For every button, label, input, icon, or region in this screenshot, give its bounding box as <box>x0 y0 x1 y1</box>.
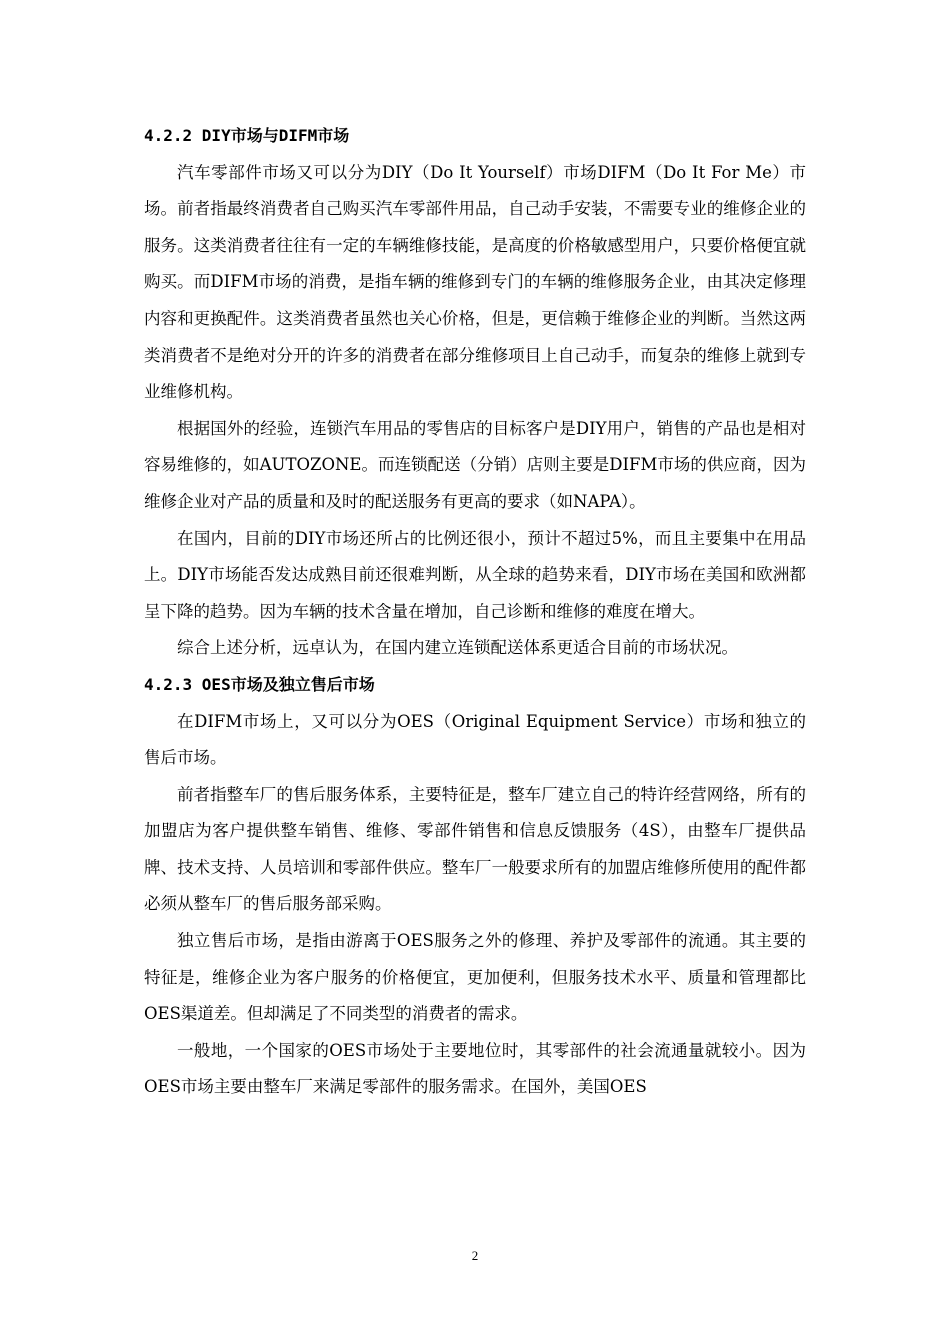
paragraph-conclusion: 综合上述分析，远卓认为，在国内建立连锁配送体系更适合目前的市场状况。 <box>177 638 738 658</box>
section-heading-4-2-3: 4.2.3 OES市场及独立售后市场 <box>144 674 375 694</box>
paragraph-oes-intro: 在DIFM市场上，又可以分为OES（Original Equipment Service）市场和独立的售后市场。 <box>144 711 806 768</box>
paragraph-foreign-experience: 根据国外的经验，连锁汽车用品的零售店的目标客户是DIY用户，销售的产品也是相对容易维修的，如AUTOZONE。而连锁配送（分销）店则主要是DIFM市场的供应商，因为维修企业对产品的质量和及时的配送服务有更高的要求（如NAPA）。 <box>144 418 806 511</box>
paragraph-diy-difm-definition: 汽车零部件市场又可以分为DIY（Do It Yourself）市场DIFM（Do It For Me）市场。前者指最终消费者自己购买汽车零部件用品，自己动手安装，不需要专业的维修企业的服务。这类消费者往往有一定的车辆维修技能，是高度的价格敏感型用户，只要价格便宜就购买。而DIFM市场的消费，是指车辆的维修到专门的车辆的维修服务企业，由其决定修理内容和更换配件。这类消费者虽然也关心价格，但是，更信赖于维修企业的判断。当然这两类消费者不是绝对分开的许多的消费者在部分维修项目上自己动手，而复杂的维修上就到专业维修机构。 <box>144 162 806 402</box>
paragraph-oes-definition: 前者指整车厂的售后服务体系，主要特征是，整车厂建立自己的特许经营网络，所有的加盟店为客户提供整车销售、维修、零部件销售和信息反馈服务（4S），由整车厂提供品牌、技术支持、人员培训和零部件供应。整车厂一般要求所有的加盟店维修所使用的配件都必须从整车厂的售后服务部采购。 <box>144 784 806 914</box>
document-body <box>144 118 806 1106</box>
section-heading-4-2-2: 4.2.2 DIY市场与DIFM市场 <box>144 126 350 145</box>
paragraph-oes-dominance: 一般地，一个国家的OES市场处于主要地位时，其零部件的社会流通量就较小。因为OES市场主要由整车厂来满足零部件的服务需求。在国外，美国OES <box>144 1040 806 1097</box>
paragraph-domestic-diy: 在国内，目前的DIY市场还所占的比例还很小，预计不超过5%，而且主要集中在用品上。DIY市场能否发达成熟目前还很难判断，从全球的趋势来看，DIY市场在美国和欧洲都呈下降的趋势。因为车辆的技术含量在增加，自己诊断和维修的难度在增大。 <box>144 528 806 621</box>
paragraph-independent-aftermarket: 独立售后市场，是指由游离于OES服务之外的修理、养护及零部件的流通。其主要的特征是，维修企业为客户服务的价格便宜，更加便利，但服务技术水平、质量和管理都比OES渠道差。但却满足了不同类型的消费者的需求。 <box>144 931 806 1024</box>
page-number: 2 <box>471 1248 479 1263</box>
